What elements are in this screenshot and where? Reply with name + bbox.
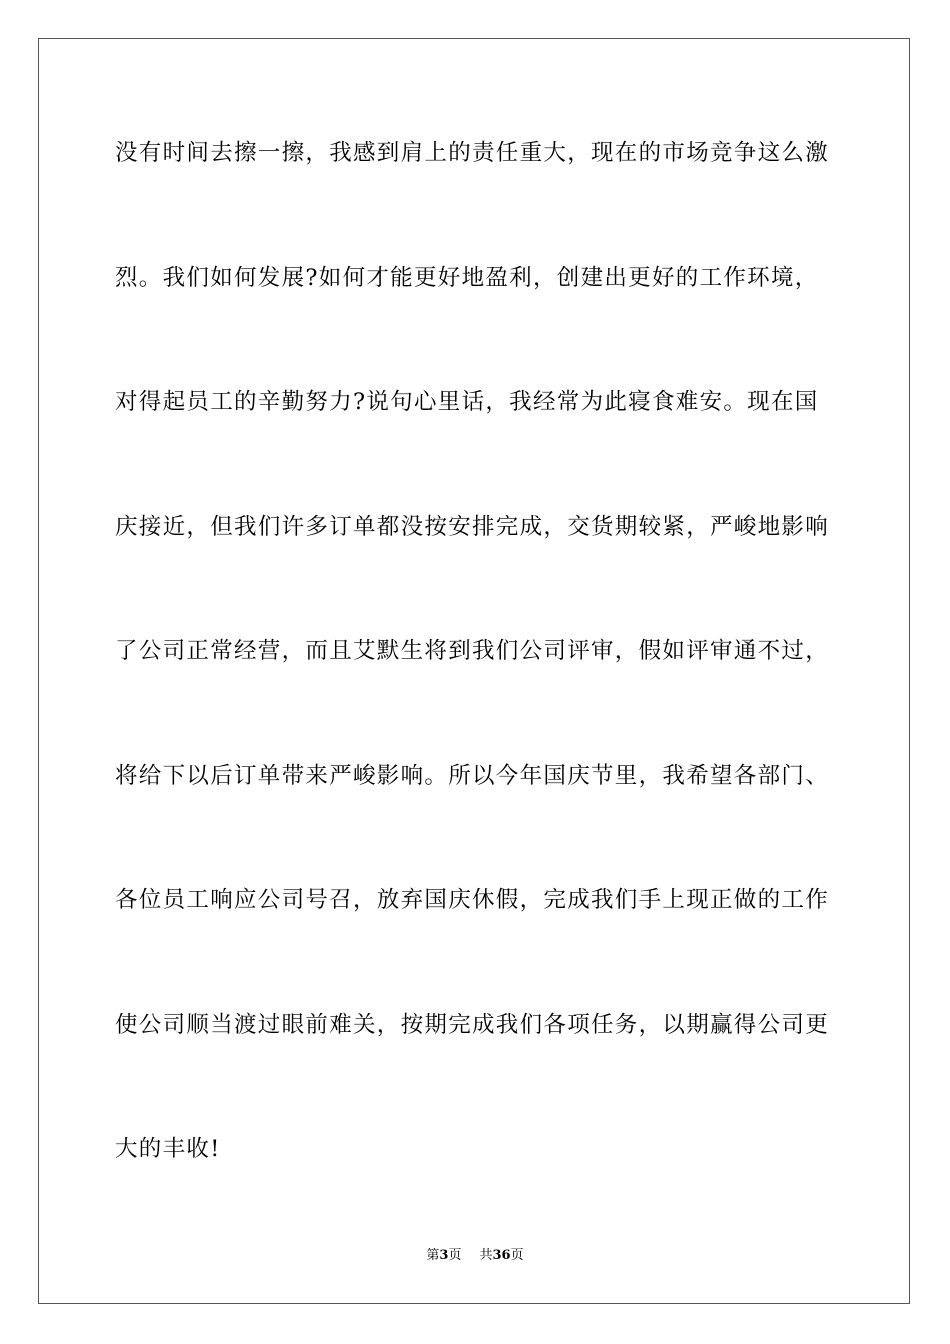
body-line: 各位员工响应公司号召，放弃国庆休假，完成我们手上现正做的工作 bbox=[115, 887, 830, 913]
page-footer bbox=[0, 1246, 950, 1266]
page-number: 3 bbox=[439, 1248, 449, 1263]
total-prefix: 共 bbox=[479, 1248, 493, 1263]
document-body bbox=[115, 128, 837, 1249]
page-prefix: 第 bbox=[426, 1248, 440, 1263]
page-suffix: 页 bbox=[448, 1248, 462, 1263]
total-pages: 36 bbox=[492, 1248, 511, 1263]
body-line: 将给下以后订单带来严峻影响。所以今年国庆节里，我希望各部门、 bbox=[115, 762, 830, 789]
body-line: 使公司顺当渡过眼前难关，按期完成我们各项任务，以期赢得公司更 bbox=[115, 1011, 830, 1038]
body-line: 了公司正常经营，而且艾默生将到我们公司评审，假如评审通不过， bbox=[115, 638, 830, 664]
body-line: 烈。我们如何发展?如何才能更好地盈利，创建出更好的工作环境， bbox=[115, 264, 819, 291]
body-line: 大的丰收! bbox=[115, 1136, 221, 1162]
body-line: 没有时间去擦一擦，我感到肩上的责任重大，现在的市场竞争这么激 bbox=[115, 140, 830, 166]
total-suffix: 页 bbox=[510, 1248, 524, 1263]
body-line: 对得起员工的辛勤努力?说句心里话，我经常为此寝食难安。现在国 bbox=[115, 389, 819, 415]
body-line: 庆接近，但我们许多订单都没按安排完成，交货期较紧，严峻地影响 bbox=[115, 513, 830, 540]
